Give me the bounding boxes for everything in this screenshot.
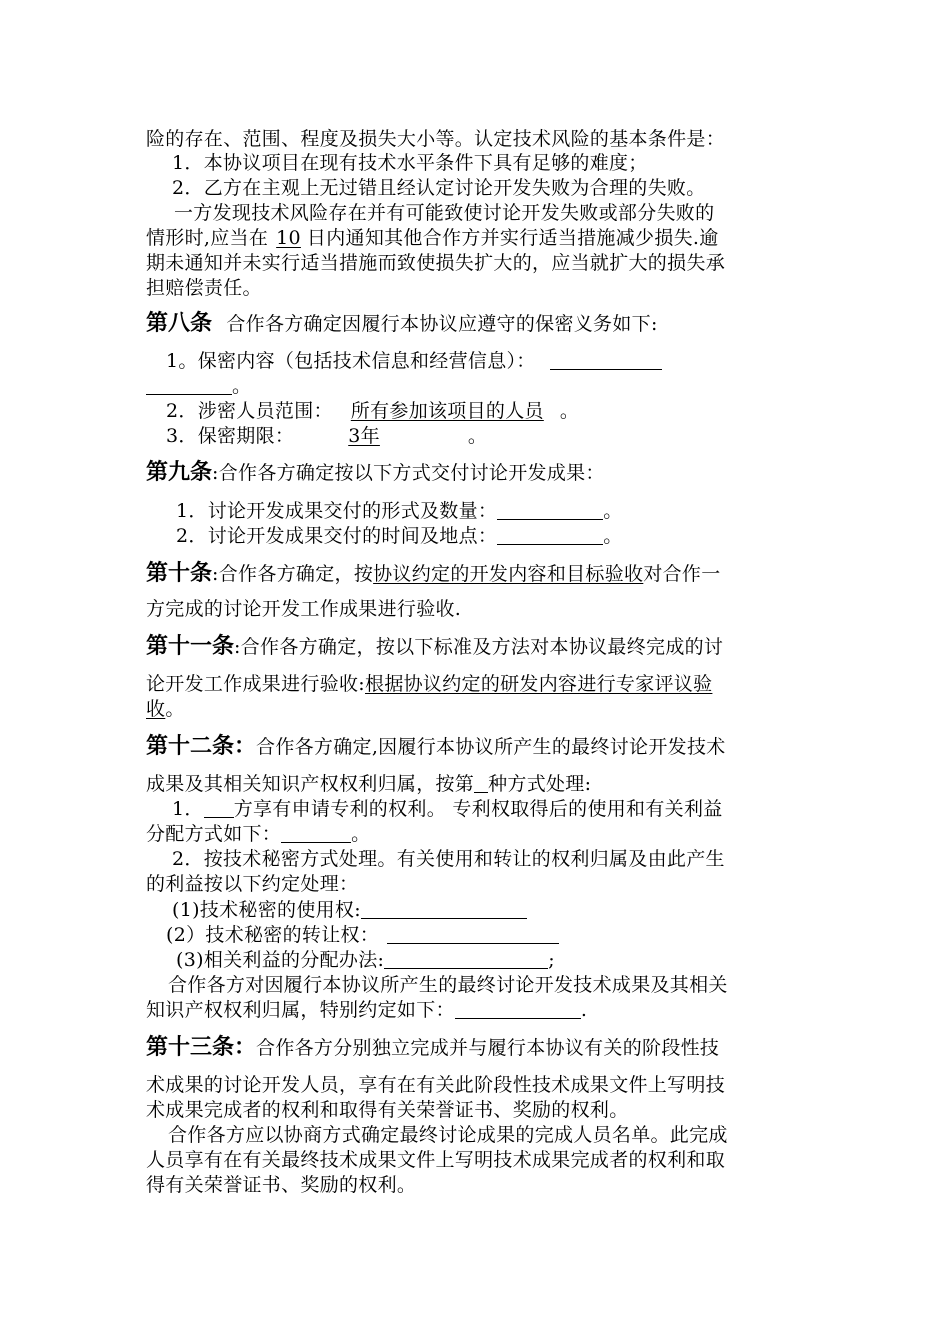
article-12-item-2: 2．按技术秘密方式处理。有关使用和转让的权利归属及由此产生	[172, 848, 725, 870]
text-line: 术成果完成者的权利和取得有关荣誉证书、奖励的权利。	[146, 1099, 629, 1121]
article-8-item-1	[166, 349, 662, 373]
article-10	[146, 562, 721, 586]
article-9-item-1	[176, 499, 623, 523]
text-line: 担赔偿责任。	[146, 277, 262, 299]
text-line: 术成果的讨论开发人员，享有在有关此阶段性技术成果文件上写明技	[146, 1074, 726, 1096]
text-line: 人员享有在有关最终技术成果文件上写明技术成果完成者的权利和取	[146, 1149, 726, 1171]
filled-blank-standard-end: 收	[146, 698, 166, 720]
blank-line	[384, 950, 548, 969]
text-segment: 日内通知其他合作方并实行适当措施减少损失.逾	[306, 227, 719, 249]
text-line: 险的存在、范围、程度及损失大小等。认定技术风险的基本条件是：	[146, 128, 726, 150]
article-heading: 第十条	[146, 561, 213, 586]
article-text: :合作各方确定，按	[212, 563, 374, 585]
article-9	[146, 461, 605, 485]
article-text: 合作各方确定,因履行本协议所产生的最终讨论开发技术	[256, 736, 726, 758]
item-label: (1)技术秘密的使用权:	[172, 899, 361, 921]
item-label: 3．保密期限：	[166, 425, 295, 447]
text-line: 期未通知并未实行适当措施而致使损失扩大的，应当就扩大的损失承	[146, 252, 726, 274]
blank-line	[281, 824, 351, 843]
text-line: 的利益按以下约定处理：	[146, 873, 359, 895]
item-label: 1．讨论开发成果交付的形式及数量：	[176, 500, 498, 522]
item-label: 1。保密内容（包括技术信息和经营信息）：	[166, 350, 536, 372]
text-line	[146, 772, 591, 796]
article-11	[146, 635, 723, 659]
article-12-item-1	[172, 797, 723, 821]
text-segment: 成果及其相关知识产权权利归属，按第	[146, 773, 475, 795]
article-text: 对合作一	[643, 563, 721, 585]
text-segment: 。	[351, 823, 371, 845]
text-segment: 分配方式如下：	[146, 823, 282, 845]
text-line: 合作各方对因履行本协议所产生的最终讨论开发技术成果及其相关	[168, 974, 728, 996]
item-label: 2．涉密人员范围：	[166, 400, 333, 422]
article-heading: 第九条	[146, 460, 213, 485]
sub-item-2	[166, 923, 559, 947]
sub-item-1	[172, 898, 527, 922]
text-line: 方完成的讨论开发工作成果进行验收.	[146, 598, 462, 620]
condition-item-2: 2．乙方在主观上无过错且经认定讨论开发失败为合理的失败。	[172, 177, 706, 199]
text-segment: 。	[232, 375, 252, 397]
text-segment: ;	[548, 949, 555, 971]
text-line	[146, 226, 719, 250]
text-line: 得有关荣誉证书、奖励的权利。	[146, 1174, 417, 1196]
filled-blank-personnel: 所有参加该项目的人员	[350, 400, 544, 422]
item-label: (3)相关利益的分配办法:	[176, 949, 385, 971]
text-segment: 种方式处理:	[488, 773, 592, 795]
article-8-item-2	[166, 399, 579, 423]
text-segment: 情形时,应当在	[146, 227, 269, 249]
article-9-item-2	[176, 524, 623, 548]
blank-line	[387, 925, 559, 944]
filled-blank-days: 10	[276, 227, 301, 249]
text-segment: 论开发工作成果进行验收:	[146, 673, 366, 695]
blank-line	[146, 376, 232, 395]
article-text: 合作各方分别独立完成并与履行本协议有关的阶段性技	[256, 1037, 720, 1059]
article-text: :合作各方确定按以下方式交付讨论开发成果：	[212, 462, 605, 484]
text-segment: 。	[603, 525, 623, 547]
text-segment: 。	[467, 425, 488, 447]
filled-blank-period: 3年	[348, 425, 380, 447]
text-segment: 。	[559, 400, 580, 422]
item-label: (2）技术秘密的转让权：	[166, 924, 380, 946]
text-segment: 知识产权权利归属，特别约定如下：	[146, 999, 455, 1021]
blank-line	[497, 501, 603, 520]
text-line	[146, 822, 370, 846]
article-heading: 第十三条：	[146, 1035, 257, 1060]
text-line	[146, 998, 587, 1022]
text-line	[146, 697, 185, 721]
text-segment: 方享有申请专利的权利。 专利权取得后的使用和有关利益	[233, 798, 723, 820]
text-segment: 。	[165, 698, 185, 720]
text-line	[146, 374, 251, 398]
sub-item-3	[176, 948, 555, 972]
filled-blank-acceptance: 协议约定的开发内容和目标验收	[373, 563, 644, 585]
blank-line	[497, 526, 603, 545]
item-label: 2．讨论开发成果交付的时间及地点：	[176, 525, 498, 547]
article-text: :合作各方确定，按以下标准及方法对本协议最终完成的讨	[234, 636, 724, 658]
article-heading: 第八条	[146, 311, 213, 336]
text-line: 一方发现技术风险存在并有可能致使讨论开发失败或部分失败的	[174, 202, 715, 224]
text-line	[146, 672, 712, 696]
text-line: 合作各方应以协商方式确定最终讨论成果的完成人员名单。此完成	[168, 1124, 728, 1146]
text-segment: 。	[603, 500, 623, 522]
blank-line	[550, 351, 662, 370]
article-8	[146, 312, 658, 336]
blank-line	[361, 900, 527, 919]
article-heading: 第十二条：	[146, 734, 257, 759]
article-heading: 第十一条	[146, 634, 235, 659]
article-8-item-3	[166, 424, 487, 448]
filled-blank-standard: 根据协议约定的研发内容进行专家评议验	[365, 673, 713, 695]
blank-line	[455, 1000, 581, 1019]
condition-item-1: 1．本协议项目在现有技术水平条件下具有足够的难度；	[172, 152, 648, 174]
article-text: 合作各方确定因履行本协议应遵守的保密义务如下:	[226, 313, 658, 335]
blank-line	[204, 799, 234, 818]
article-12	[146, 735, 726, 759]
item-label: 1．	[172, 798, 204, 820]
text-segment: .	[580, 999, 588, 1021]
article-13	[146, 1036, 719, 1060]
blank-line	[474, 774, 488, 793]
